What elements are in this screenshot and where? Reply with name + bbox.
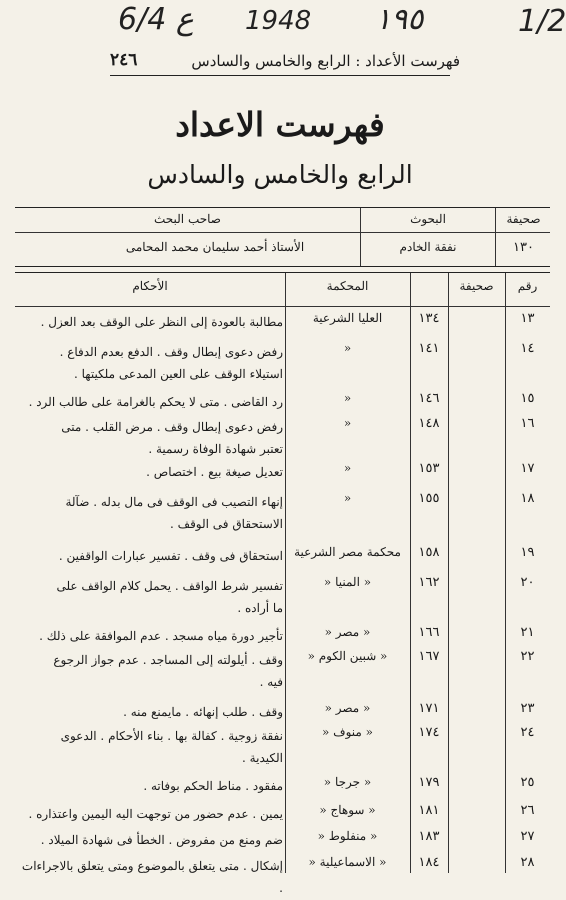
row-number: ١٣: [520, 311, 535, 326]
ruling-line: مطالبة بالعودة إلى النظر على الوقف بعد العزل .: [40, 315, 283, 329]
col-court: المحكمة: [326, 279, 369, 293]
research-row-author: الأستاذ أحمد سليمان محمد المحامى: [125, 240, 305, 254]
rulings-table: [15, 272, 550, 895]
ruling-line: استيلاء الوقف على العين المدعى ملكيتها .: [74, 367, 283, 381]
row-court: « مصر «: [324, 625, 371, 639]
row-rulings: [15, 491, 283, 535]
research-col-topic: البحوث: [410, 212, 446, 226]
row-page: ١٥٣: [418, 461, 440, 476]
page-number: ٢٤٦: [110, 50, 138, 70]
ruling-line: استحقاق فى وقف . تفسير عبارات الواقفين .: [58, 549, 283, 563]
row-court: « مصر «: [324, 701, 371, 715]
row-page: ١٧٤: [418, 725, 440, 740]
row-rulings: [15, 829, 283, 851]
ruling-line: الكيدية .: [242, 751, 283, 765]
row-number: ١٤: [520, 341, 535, 356]
research-col-page: صحيفة: [506, 212, 541, 226]
row-court: « شبين الكوم «: [307, 649, 388, 663]
row-rulings: [15, 701, 283, 723]
row-number: ٢٤: [520, 725, 535, 740]
row-page: ١٦٢: [418, 575, 440, 590]
row-number: ٢٢: [520, 649, 535, 664]
row-number: ٢٧: [520, 829, 535, 844]
handwritten-year: 1948: [245, 6, 312, 36]
ruling-line: وقف . أيلولته إلى المساجد . عدم جواز الرجوع: [53, 653, 283, 667]
row-rulings: [15, 575, 283, 619]
row-rulings: [15, 725, 283, 769]
row-number: ٢١: [520, 625, 535, 640]
row-rulings: [15, 391, 283, 413]
row-number: ٢٣: [520, 701, 535, 716]
row-page: ١٦٧: [418, 649, 440, 664]
row-court: « سوهاج «: [319, 803, 376, 817]
row-rulings: [15, 649, 283, 693]
row-page: ١٥٥: [418, 491, 440, 506]
row-rulings: [15, 625, 283, 647]
column-divider: [448, 273, 449, 873]
row-rulings: [15, 416, 283, 460]
row-page: ١٦٦: [418, 625, 440, 640]
row-number: ٢٦: [520, 803, 535, 818]
row-court: العليا الشرعية: [312, 311, 383, 325]
column-divider: [360, 208, 361, 266]
row-page: ١٤١: [418, 341, 440, 356]
ruling-line: الاستحقاق فى الوقف .: [170, 517, 283, 531]
page-title: فهرست الاعداد: [175, 105, 385, 144]
row-rulings: [15, 855, 283, 899]
row-rulings: [15, 461, 283, 483]
col-page: صحيفة: [459, 279, 494, 293]
running-title: فهرست الأعداد : الرابع والخامس والسادس: [191, 52, 460, 70]
ruling-line: فيه .: [259, 675, 283, 689]
column-divider: [495, 208, 496, 266]
ruling-line: وقف . طلب إنهائه . مايمنع منه .: [123, 705, 283, 719]
row-number: ٢٥: [520, 775, 535, 790]
row-page: ١٤٨: [418, 416, 440, 431]
research-row-topic: نفقة الخادم: [399, 240, 457, 254]
row-page: ١٤٦: [418, 391, 440, 406]
ruling-line: تعتبر شهادة الوفاة رسمية .: [148, 442, 283, 456]
ruling-line: إشكال . متى يتعلق بالموضوع ومتى يتعلق بالاجراءات .: [21, 859, 283, 895]
row-rulings: [15, 311, 283, 333]
col-number: رقم: [517, 279, 538, 293]
row-court: «: [343, 461, 352, 475]
row-number: ١٨: [520, 491, 535, 506]
ruling-line: رفض دعوى إبطال وقف . مرض القلب . متى: [61, 420, 283, 434]
row-court: «: [343, 416, 352, 430]
handwritten-number: ١٩٥: [375, 2, 424, 37]
row-court: «: [343, 341, 352, 355]
row-court: « الاسماعيلية «: [308, 855, 387, 869]
page-subtitle: الرابع والخامس والسادس: [147, 160, 413, 189]
header-rule: [110, 75, 450, 76]
ruling-line: نفقة زوجية . كفالة بها . بناء الأحكام . الدعوى: [60, 729, 283, 743]
row-page: ١٣٤: [418, 311, 440, 326]
row-page: ١٨٣: [418, 829, 440, 844]
row-court: « منفلوط «: [317, 829, 378, 843]
ruling-line: إنهاء التصيب فى الوقف فى مال بدله . ضآلة: [65, 495, 283, 509]
research-header-rule: [15, 232, 550, 233]
research-table: [15, 207, 550, 267]
research-col-author: صاحب البحث: [153, 212, 221, 226]
ruling-line: مفقود . مناط الحكم بوفاته .: [143, 779, 283, 793]
handwritten-date: 6/4 ع: [118, 2, 194, 37]
row-rulings: [15, 545, 283, 567]
ruling-line: تأجير دورة مياه مسجد . عدم الموافقة على ذلك .: [39, 629, 283, 643]
row-page: ١٨١: [418, 803, 440, 818]
row-court: « جرجا «: [323, 775, 372, 789]
row-court: محكمة مصر الشرعية: [294, 545, 401, 559]
row-number: ١٧: [520, 461, 535, 476]
handwritten-fraction: 1/2: [518, 4, 566, 39]
row-number: ٢٠: [520, 575, 535, 590]
row-number: ١٥: [520, 391, 535, 406]
row-court: «: [343, 491, 352, 505]
research-row-page: ١٣٠: [513, 240, 534, 255]
ruling-line: يمين . عدم حضور من توجهت اليه اليمين واعتذاره .: [28, 807, 283, 821]
col-rulings: الأحكام: [132, 279, 168, 293]
row-rulings: [15, 803, 283, 825]
ruling-line: ضم ومنع من مفروض . الخطأ فى شهادة الميلاد .: [40, 833, 283, 847]
ruling-line: رد القاضى . متى لا يحكم بالغرامة على طالب الرد .: [28, 395, 283, 409]
row-page: ١٧١: [418, 701, 440, 716]
row-court: « منوف «: [322, 725, 373, 739]
ruling-line: تعديل صيغة بيع . اختصاص .: [146, 465, 283, 479]
row-rulings: [15, 775, 283, 797]
row-rulings: [15, 341, 283, 385]
row-page: ١٧٩: [418, 775, 440, 790]
ruling-line: ما أراده .: [237, 601, 283, 615]
row-court: «: [343, 391, 352, 405]
ruling-line: رفض دعوى إبطال وقف . الدفع بعدم الدفاع .: [59, 345, 283, 359]
row-number: ٢٨: [520, 855, 535, 870]
row-page: ١٥٨: [418, 545, 440, 560]
row-number: ١٦: [520, 416, 535, 431]
row-court: « المنيا «: [323, 575, 372, 589]
row-page: ١٨٤: [418, 855, 440, 870]
ruling-line: تفسير شرط الواقف . يحمل كلام الواقف على: [56, 579, 283, 593]
rulings-header-rule: [15, 306, 550, 307]
row-number: ١٩: [520, 545, 535, 560]
